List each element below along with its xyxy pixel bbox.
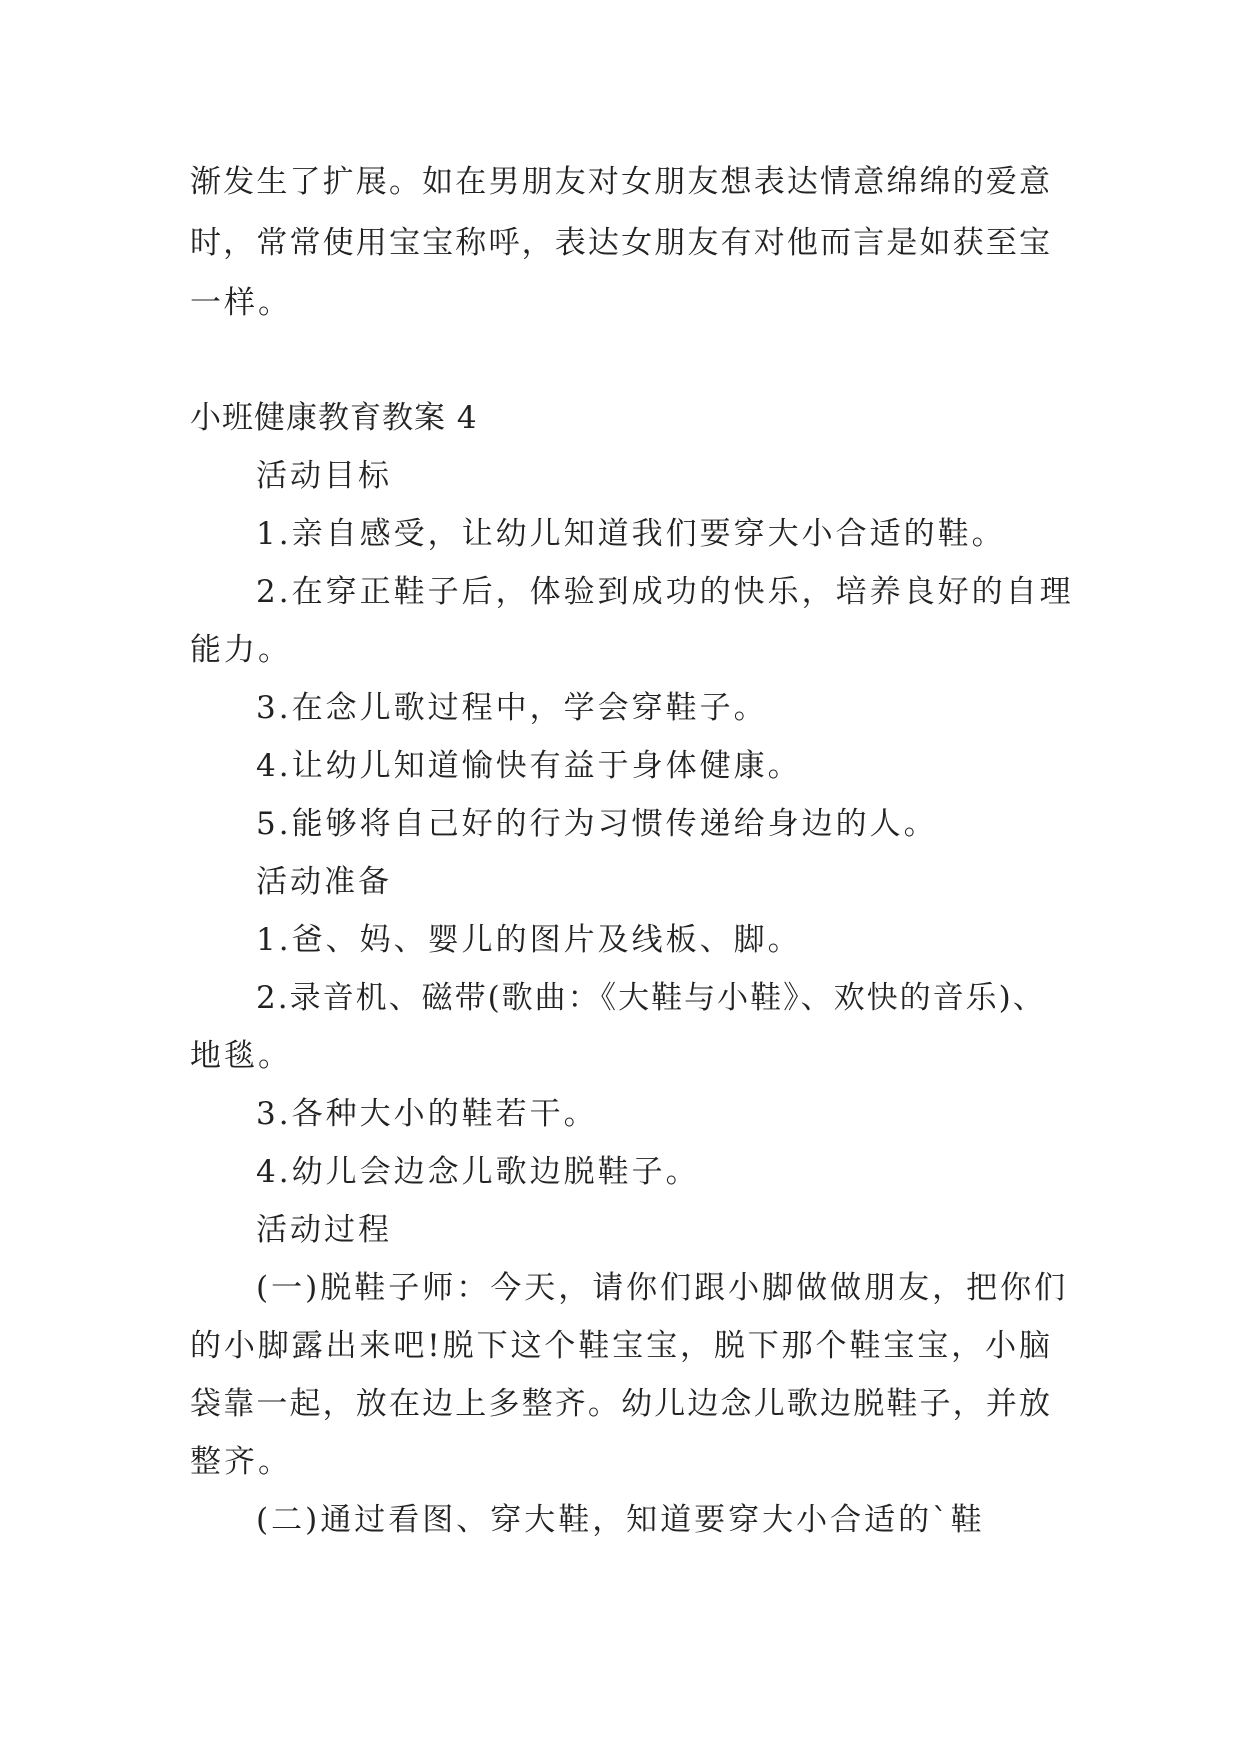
process-step-1-line-4: 整齐。	[190, 1444, 292, 1480]
goal-item-3: 3.在念儿歌过程中，学会穿鞋子。	[256, 690, 768, 726]
prep-item-2-line-1: 2.录音机、磁带(歌曲：《大鞋与小鞋》、欢快的音乐)、	[256, 980, 1046, 1016]
prep-item-1: 1.爸、妈、婴儿的图片及线板、脚。	[256, 922, 802, 958]
process-step-1-line-3: 袋靠一起，放在边上多整齐。幼儿边念儿歌边脱鞋子，并放	[190, 1386, 1050, 1422]
goal-item-2-line-1: 2.在穿正鞋子后，体验到成功的快乐，培养良好的自理	[256, 574, 1074, 610]
prep-heading: 活动准备	[256, 864, 392, 900]
prep-item-4: 4.幼儿会边念儿歌边脱鞋子。	[256, 1154, 700, 1190]
process-heading: 活动过程	[256, 1212, 392, 1248]
prep-item-3: 3.各种大小的鞋若干。	[256, 1096, 598, 1132]
goal-item-4: 4.让幼儿知道愉快有益于身体健康。	[256, 748, 802, 784]
intro-line-3: 一样。	[190, 285, 292, 321]
goal-item-2-line-2: 能力。	[190, 632, 292, 668]
intro-line-1: 渐发生了扩展。如在男朋友对女朋友想表达情意绵绵的爱意	[190, 164, 1050, 200]
section-title: 小班健康教育教案 4	[190, 400, 478, 436]
goal-heading: 活动目标	[256, 458, 392, 494]
process-step-1-line-2: 的小脚露出来吧!脱下这个鞋宝宝，脱下那个鞋宝宝，小脑	[190, 1328, 1050, 1364]
goal-item-5: 5.能够将自己好的行为习惯传递给身边的人。	[256, 806, 938, 842]
prep-item-2-line-2: 地毯。	[190, 1038, 292, 1074]
goal-item-1: 1.亲自感受，让幼儿知道我们要穿大小合适的鞋。	[256, 516, 1006, 552]
process-step-1-line-1: (一)脱鞋子师：今天，请你们跟小脚做做朋友，把你们	[256, 1270, 1069, 1306]
process-step-2-line-1: (二)通过看图、穿大鞋，知道要穿大小合适的`鞋	[256, 1502, 985, 1538]
intro-line-2: 时，常常使用宝宝称呼，表达女朋友有对他而言是如获至宝	[190, 225, 1050, 261]
